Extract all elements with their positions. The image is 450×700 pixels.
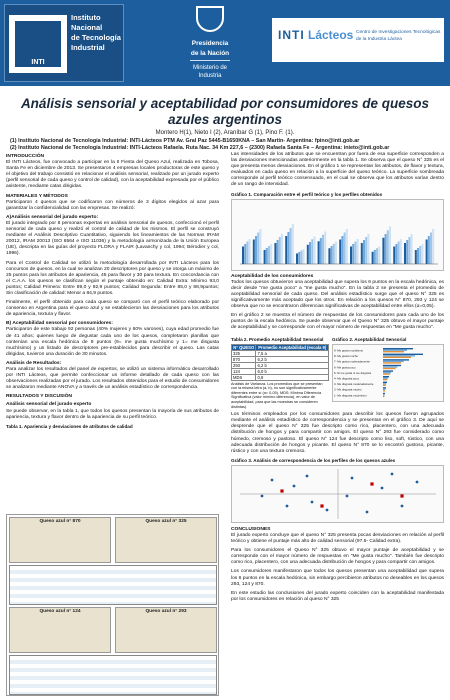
graph-3-point	[306, 475, 309, 478]
table-cell: 6,0 b	[256, 368, 329, 374]
graph-1-caption: Gráfico 1. Comparación entre el perfil teórico y los perfiles obtenidos	[231, 191, 383, 197]
graph-1-bar	[292, 224, 294, 264]
graph-1-bar	[313, 236, 315, 264]
table-2-note: Análisis de Varianza. Los promedios que se presentan con la misma letra (a, b), no son significativamente diferentes entre sí (α= 0,05). MDS: Mínima Diferencia Significativa (valor mínimo diferencia), en valor de aceptabilidad, para que las muestras se consideren distintas).	[231, 381, 323, 409]
intro-heading: INTRODUCCIÓN	[6, 154, 45, 159]
graph-1-bar	[389, 226, 391, 264]
table-1-rows-top	[9, 565, 217, 605]
graph-1-bar	[376, 248, 378, 264]
gov-line-2: de la Nación	[190, 50, 230, 57]
graph-1-bar	[365, 237, 367, 264]
graph-1-bar	[242, 246, 244, 264]
graph-1-bar	[398, 241, 400, 264]
graph-2-svg	[333, 345, 443, 401]
lacteos-logo-name: Lácteos	[308, 28, 354, 42]
profile-text: Las intensidades de los atributos que se encuentran por fuera de esa superficie corresponden a las desviaciones mencionadas anteriormente en la tabla 1. Se observa que el queso N° 325 es el que presenta menos desviaciones. En el gráfico 1 se representan los atributos, de flavor y textura, evaluados en cada queso en relación a la superficie del queso teórico. La superficie sombreada corresponde al perfil teórico consensuado, en el cual se observa que los atributos varían dentro de un rango de intensidad.	[231, 152, 444, 188]
table-1-rows-bottom	[9, 655, 217, 695]
graph-1-bar	[346, 229, 348, 264]
cheese-photo-293	[115, 607, 217, 653]
graph-1-bar	[432, 229, 434, 264]
graph-2-bar	[383, 351, 404, 352]
graph-1-bar	[404, 243, 406, 264]
conclusions-text-1: El jurado experto concluye que el queso N° 325 presenta pocas desviaciones en relación al perfil teórico y obtiene el puntaje más alto de calidad sensorial (97.5- Calidad extra).	[231, 533, 444, 545]
acceptability-text-1: Todos los quesos obtuvieron una aceptabilidad que supera los 6 puntos en la escala hedónica, es decir desde "me gusta poco" a "me gusta mucho". En la tabla 2 se presenta el promedio de aceptabilidad sensorial de cada queso. Del análisis estadístico surge que el queso N° 325 es significativamente más aceptado que los otros. En relación a los quesos N° 870, 293 y 124 se observa que no se encontraron diferencias significativas de aceptabilidad entre ellos (α=0,05).	[231, 279, 444, 310]
table-cell: 6,2 b	[256, 356, 329, 362]
table-2-block	[231, 335, 329, 410]
graph-1-bar	[259, 229, 261, 264]
graph-2-bar	[383, 359, 409, 360]
graph-1-svg	[232, 200, 443, 270]
cheese-photo-325	[115, 517, 217, 563]
graph-1-bar	[318, 241, 320, 264]
graph-1-bar	[430, 232, 432, 264]
graph-2-bar	[383, 356, 411, 357]
graph-2-bar	[383, 384, 386, 385]
graph-1-bar	[285, 236, 287, 264]
conclusions-text-2: Para los consumidores el Queso N° 325 obtuvo el mayor puntaje de aceptabilidad y se corresponde con el mayor número de respuestas en "Me gusta mucho". También fue descripto como rico, placentero, con una adecuada distribución de hongos y para compartir con amigos.	[231, 548, 444, 566]
graph-1-bar	[264, 250, 266, 264]
graph-3-point	[261, 495, 264, 498]
table-cell: 6,2 b	[256, 362, 329, 368]
graph-1-bar	[363, 240, 365, 264]
graph-1-bar	[406, 240, 408, 264]
graph-1-bar	[300, 250, 302, 264]
methods-heading: MATERIALES Y MÉTODOS	[6, 193, 68, 199]
graph-1-bar	[378, 246, 380, 264]
graph-3-point	[391, 473, 394, 476]
graph-1-bar	[428, 236, 430, 264]
graph-1-bar	[339, 239, 341, 264]
descriptors-text: Los términos empleados por los consumidores para describir los quesos fueron agrupados mediante el análisis estadístico de correspondencia y se presentan en el gráfico 3. De aquí se desprende que el queso N° 325 fue descripto como rico, placentero, con una adecuada distribución de hongos y para compartir con amigos. El queso N° 293 fue considerado como húmedo, cremoso y pastoso. El queso N° 124 fue descripto como liso, soft, rústico, con una adecuada distribución de hongos y picante. El queso N° 870 se lo encontró gustoso, picante, rústico y con una textura cremoso.	[231, 412, 444, 454]
graph-1-bar	[361, 243, 363, 264]
graph-2-bar	[383, 373, 390, 374]
graph-3-point	[346, 495, 349, 498]
authors: Montero H(1), Nieto I (2), Araníbar G (1), Pino F. (1).	[155, 130, 295, 136]
graph-1-bar	[331, 246, 333, 264]
graph-2-label: 1- Me disgusta muchísimo	[334, 392, 367, 397]
poster-title: Análisis sensorial y aceptabilidad por consumidores de quesos azules argentinos	[20, 96, 430, 127]
graph-2-label: 3- Me disgusta moderadamente	[334, 381, 374, 386]
graph-1-bar	[387, 230, 389, 264]
graph-2-label: 5- Ni me gusta ni me disgusta	[334, 370, 371, 375]
graph-1-bar	[417, 248, 419, 264]
graph-2-label: 8- Me gusta mucho	[334, 353, 358, 358]
table-2-caption: Tabla 2. Promedio Aceptabilidad Sensorial	[231, 336, 324, 342]
graph-1	[231, 199, 444, 271]
inti-logo-block	[4, 4, 124, 82]
lacteos-logo-inti: INTI	[278, 28, 305, 42]
graph-2-bar	[383, 364, 401, 365]
graph-1-bar	[352, 244, 354, 264]
graph-3-point	[311, 501, 314, 504]
graph-1-bar	[393, 246, 395, 264]
methods-text: Participaron 4 quesos que se codificaron con números de 3 dígitos elegidos al azar para garantizar la confidencialidad con las empresas. Se realizó:	[6, 199, 219, 211]
graph-1-bar	[354, 241, 356, 264]
graph-1-bar	[268, 246, 270, 264]
graph-1-bar	[287, 232, 289, 264]
graph-1-bar	[307, 244, 309, 263]
inti-logo-text: INTI	[31, 59, 45, 66]
graph-2-bar	[383, 370, 393, 371]
graph-3-point	[366, 511, 369, 514]
gov-line-4: Industria	[198, 73, 222, 79]
graph-1-bar	[344, 232, 346, 264]
graph-1-bar	[257, 232, 259, 264]
graph-3-point	[271, 479, 274, 482]
graph-1-bar	[279, 237, 281, 264]
table-cell: MDS	[232, 374, 256, 380]
table-row	[232, 374, 329, 380]
graph-1-bar	[350, 246, 352, 264]
lacteos-logo-sub1: Centro de Investigaciones Tecnológicas	[356, 30, 441, 35]
expert-panel-text-2: Para el Control de Calidad se utilizó la metodología desarrollada por INTI Lácteos para los concursos de quesos, en la cual se analizan 20 descriptores por queso y se otorga un máximo de 25 puntos para los atributos de apariencia, 45 para flavor y 30 para textura. En concordancia con el C.A.A. los quesos se clasifican según el puntaje obtenido en: Calidad Extra: Mínimo 93,0 puntos; Calidad Primera: Entre 89,0 y 92,9 puntos; Calidad Segunda: Entre 85,0 y 88,9puntos; Sin clasificación de calidad: Menor a 84,9 puntos.	[6, 260, 219, 296]
graph-3-cheese-point	[280, 489, 283, 492]
graph-2-bar	[383, 360, 404, 361]
acceptability-text-2: En el gráfico 2 se muestra el número de respuestas de los consumidores para cada uno de los puntos de la escala hedónica. Se puede observar que el Queso N° 325 obtuvo el mayor puntaje de aceptabilidad y se corresponde con el mayor número de respuestas en "Me gusta mucho".	[231, 313, 444, 331]
graph-3-point	[381, 487, 384, 490]
graph-1-bar	[246, 241, 248, 264]
graph-2-bar	[383, 362, 401, 363]
graph-3-cheese-point	[400, 494, 403, 497]
graph-2-bar	[383, 395, 384, 396]
graph-1-bar	[426, 239, 428, 264]
table-1-caption: Tabla 1. Apariencia y desviaciones de atributos de calidad	[6, 423, 133, 429]
inti-lacteos-logo	[272, 18, 444, 62]
graph-2	[332, 344, 444, 402]
graph-2-label: 4- Me disgusta poco	[334, 376, 360, 381]
graph-1-bar	[372, 251, 374, 263]
graph-1-bar	[298, 252, 300, 264]
table-1	[6, 514, 219, 696]
graph-2-label: 2- Me disgusta mucho	[334, 387, 362, 392]
cheese-photo-870	[9, 517, 111, 563]
graph-1-bar	[395, 244, 397, 264]
graph-2-bar	[383, 377, 388, 378]
cheese-photo-label: Queso azul n° 293	[145, 609, 187, 614]
graph-1-bar	[415, 250, 417, 264]
lacteos-logo-sub2: de la Industria Láctea	[356, 37, 402, 42]
cheese-photo-124	[9, 607, 111, 653]
table-cell: 7,5 a	[256, 350, 329, 356]
poster-header	[0, 0, 450, 86]
graph-1-bar	[385, 234, 387, 264]
inti-logo	[9, 15, 67, 73]
results-text: Se puede observar, en la tabla 1, que todos los quesos presentan la mayoría de sus atributos de apariencia, textura y flavor dentro de la apariencia de su perfil teórico.	[6, 408, 219, 420]
table-cell: 0,8	[256, 374, 329, 380]
graph-2-bar	[383, 394, 385, 395]
graph-1-bar	[249, 239, 251, 264]
graph-1-bar	[244, 244, 246, 264]
gov-divider	[190, 60, 230, 61]
graph-3-caption: Gráfico 3. Análisis de correspondencia de los perfiles de los quesos azules	[231, 457, 396, 463]
affiliation-2: (2) Instituto Nacional de Tecnología Industrial: INTI-Lácteos Rafaela. Ruta Nac. 34 Km 227,6 – (2300) Rafaela Santa Fe – Argentina: inieto@inti.gob.ar	[10, 145, 390, 151]
consumer-heading: B) Aceptabilidad sensorial por consumidores:	[6, 321, 113, 327]
graph-2-bar	[383, 388, 385, 389]
graph-1-bar	[324, 231, 326, 264]
graph-1-bar	[367, 234, 369, 264]
graph-1-bar	[411, 234, 413, 264]
graph-1-bar	[419, 246, 421, 264]
intro-text: El INTI Lácteos, fue convocado a participar en la II Fiesta del Queso Azul, realizada en Tobosa, Santa Fe en diciembre de 2013. Se presentaron 4 empresas locales productoras de este queso y el objetivo del trabajo consistió en relacionar el análisis sensorial, realizado por un jurado experto (perfil sensorial de cada queso y control de calidad), con la aceptabilidad expresada por el público asistente, mediante catas dirigidas.	[6, 160, 219, 190]
graph-2-bar	[383, 367, 396, 368]
graph-3-point	[286, 505, 289, 508]
graph-2-bar	[383, 348, 413, 349]
table-2-header: Promedio Aceptabilidad (escala 9)	[256, 344, 329, 350]
results-heading: RESULTADOS Y DISCUSIÓN	[6, 394, 72, 400]
graph-1-bar	[320, 238, 322, 264]
graph-2-bar	[383, 383, 386, 384]
graph-2-block	[332, 335, 444, 410]
graph-2-bar	[383, 392, 385, 393]
graph-1-bar	[357, 239, 359, 264]
table-cell: 293	[232, 362, 256, 368]
results-subheading: Análisis sensorial del jurado experto	[6, 402, 92, 408]
graph-1-bar	[290, 228, 292, 264]
graph-3-point	[293, 485, 296, 488]
graph-3-point	[416, 481, 419, 484]
graph-2-bar	[383, 381, 387, 382]
graph-1-bar	[274, 243, 276, 264]
graph-1-bar	[253, 239, 255, 264]
graph-1-bar	[311, 239, 313, 264]
gov-line-1: Presidencia	[191, 40, 229, 47]
graph-1-bar	[382, 237, 384, 263]
graph-3-point	[326, 509, 329, 512]
table-cell: 870	[232, 356, 256, 362]
graph-1-bar	[296, 253, 298, 264]
conclusions-text-3: Los consumidores manifestaron que todos los quesos presentan una aceptabilidad que supera los 6 puntos en la escala hedónica, sin embargo percibieron atributos no deseables en los quesos 293, 124 y 870.	[231, 569, 444, 587]
inti-name: Instituto Nacional de Tecnología Industrial	[71, 13, 121, 52]
right-column	[231, 152, 444, 606]
graph-1-bar	[303, 249, 305, 264]
graph-2-bar	[383, 349, 407, 350]
acceptability-heading: Aceptabilidad de los consumidores	[231, 273, 314, 279]
cheese-photo-label: Queso azul n° 870	[39, 519, 81, 524]
graph-1-bar	[333, 243, 335, 263]
analysis-heading: Análisis de Resultados:	[6, 360, 62, 366]
table-2-header: N° QUESO	[233, 344, 255, 350]
graph-3-point	[351, 477, 354, 480]
graph-1-bar	[277, 240, 279, 264]
left-column	[6, 152, 219, 431]
cheese-photo-label: Queso azul n° 325	[145, 519, 187, 524]
graph-2-label: 9- Me gusta muchísimo	[334, 348, 364, 353]
graph-1-bar	[322, 234, 324, 263]
expert-panel-text-3: Finalmente, el perfil obtenido para cada queso se comparó con el perfil teórico elaborado por consenso en Argentina para el queso azul y se establecieron las desviaciones para los atributos de apariencia, textura y flavor.	[6, 300, 219, 318]
conclusions-text-4: En este estudio las conclusiones del jurado experto coinciden con la aceptabilidad manifestada por los consumidores en relación al queso N° 325	[231, 590, 444, 602]
graph-2-label: 6- Me gusta poco	[334, 364, 356, 369]
graph-2-bar	[383, 353, 423, 354]
graph-3	[231, 465, 444, 523]
graph-2-bar	[383, 371, 391, 372]
graph-2-caption: Gráfico 2. Aceptabilidad Sensorial	[332, 336, 407, 342]
table-graph-row	[231, 335, 444, 410]
consumer-text: Participaron de este trabajo 92 personas (40% mujeres y 60% varones), cuya edad promedio fue de 41 años; quienes luego de degustar cada uno de los quesos, completaron planillas que contenían una escala hedónica de 9 puntos (9= me gusta muchísimo y 1= me disgusta muchísimo) y un listado de descriptores pre-establecidos para describir el queso. Las catas dirigidas, tuvieron una duración de 30 minutos.	[6, 327, 219, 357]
graph-2-bar	[383, 376, 389, 377]
gov-line-3: Ministerio de	[192, 65, 227, 71]
affiliation-1: (1) Instituto Nacional de Tecnología Industrial: INTI-Lácteos PTM Av. Gral Paz 5445-B1650KNA – San Martín- Argentina: fpino@inti.gob.ar	[10, 138, 360, 144]
expert-panel-heading: A)Análisis sensorial del jurado experto:	[6, 214, 99, 220]
shield-icon	[196, 6, 224, 32]
graph-1-bar	[335, 241, 337, 264]
graph-1-bar	[309, 242, 311, 264]
graph-3-cheese-point	[320, 504, 323, 507]
graph-2-label: 7- Me gusta moderadamente	[334, 359, 370, 364]
graph-3-cheese-point	[370, 482, 373, 485]
graph-2-bar	[383, 379, 387, 380]
conclusions-heading: CONCLUSIONES	[231, 526, 271, 532]
graph-1-bar	[400, 239, 402, 264]
graph-3-point	[401, 505, 404, 508]
graph-1-bar	[421, 244, 423, 264]
graph-1-bar	[270, 244, 272, 264]
cheese-photo-label: Queso azul n° 124	[39, 609, 81, 614]
table-cell: 124	[232, 368, 256, 374]
graph-1-bar	[374, 250, 376, 264]
graph-2-bar	[383, 355, 415, 356]
analysis-text: Para analizar los resultados del panel de expertos, se utilizó un sistema informático desarrollado por INTI Lácteos, que permite confeccionar un informe detallado de cada queso con las observaciones realizadas por el jurado. Los resultados obtenidos para el estudio de consumidores se analizaron mediante ANOVA y a través de un análisis estadístico de correspondencia.	[6, 367, 219, 391]
expert-panel-text-1: El jurado integrado por 8 personas expertas en análisis sensorial de quesos, confeccionó el perfil sensorial de cada queso y realizó el control de calidad de los mismos. El perfil se construyó mediante el Análisis Descriptivo Cuantitativo, siguiendo los lineamientos de las Normas IRAM 20012, IRAM 20013 (ISO 6564 e ISO 11036) y la metodología armonizada de la Unión Europea (UE), descripta en las guías del proyecto FLORA y FLAIR (Lavanchy y col, 1994; Bérodier y col, 1996).	[6, 220, 219, 257]
graph-1-bar	[408, 237, 410, 264]
table-2	[231, 344, 329, 381]
graph-3-svg	[232, 466, 443, 522]
graph-1-bar	[328, 248, 330, 264]
graph-2-bar	[383, 366, 397, 367]
graph-1-bar	[281, 234, 283, 264]
graph-1-bar	[255, 236, 257, 264]
government-logo	[160, 4, 260, 82]
table-cell: 325	[232, 350, 256, 356]
graph-2-bar	[383, 387, 386, 388]
graph-1-bar	[341, 236, 343, 264]
graph-2-bar	[383, 390, 385, 391]
graph-1-bar	[266, 248, 268, 264]
